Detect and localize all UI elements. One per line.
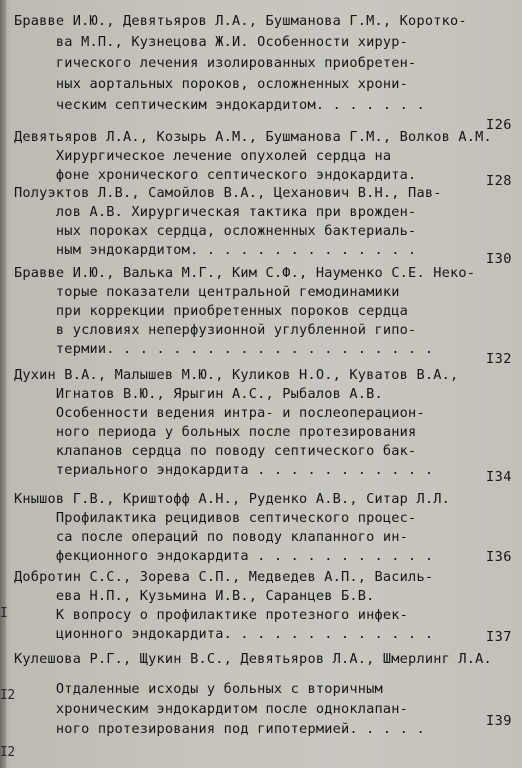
entry-line: клапанов сердца по поводу септического бак- [14,443,417,459]
margin-mark: I2 [0,688,15,703]
entry-line: са после операций по поводу клапанного ин- [14,529,409,545]
page-number: I37 [485,629,512,645]
entry-line: Добротин С.С., Зорева С.П., Медведев А.П., Василь- [14,569,434,585]
entry-line: гического лечения изолированных приобретен- [14,55,417,71]
entry-line: Духин В.А., Малышев М.Ю., Куликов Н.О., Куватов В.А., [14,367,459,383]
page-number: I30 [485,251,512,267]
entry-line: ного протезирования под гипотермией. . . . . [14,721,425,737]
margin-mark: I [0,606,8,621]
entry-line: фекционного эндокардита . . . . . . . . . . . [14,548,434,564]
entry-line: хроническим эндокардитом после одноклапан- [14,701,409,717]
entry-line: лов А.В. Хирургическая тактика при врожден- [14,204,417,220]
entry-line: Особенности ведения интра- и послеоперацион- [14,405,425,421]
entry-line: термии. . . . . . . . . . . . . . . . . . . . [14,341,434,357]
page-number: I26 [485,117,512,133]
entry-line: торые показатели центральной гемодинамики [14,284,400,300]
page-number: I36 [485,549,512,565]
page-number: I32 [485,351,512,367]
page-number: I28 [485,173,512,189]
entry-line: К вопросу о профилактике протезного инфек- [14,607,409,623]
entry-line: Девятьяров Л.А., Козырь А.М., Бушманова Г.М., Волков А.М. [14,129,492,145]
entry-line: ных пороках сердца, осложненных бактериаль- [14,223,417,239]
entry-line: ева Н.П., Кузьмина И.В., Саранцев Б.В. [14,588,375,604]
entry-line: ным эндокардитом. . . . . . . . . . . . . . [14,242,417,258]
entry-line: териального эндокардита . . . . . . . . . . . [14,462,434,478]
entry-line: Отдаленные исходы у больных с вторичным [14,681,383,697]
entry-line: ва М.П., Кузнецова Ж.И. Особенности хирур- [14,34,409,50]
entry-line: Бравве И.Ю., Девятьяров Л.А., Бушманова Г.М., Коротко- [14,13,467,29]
entry-line: Профилактика рецидивов септического процес- [14,510,417,526]
entry-line: ческим септическим эндокардитом. . . . . . . [14,97,425,113]
entry-line: Кнышов Г.В., Криштофф А.Н., Руденко А.В., Ситар Л.Л. [14,491,450,507]
entry-line: Бравве И.Ю., Валька М.Г., Ким С.Ф., Науменко С.Е. Неко- [14,265,476,281]
page-number: I39 [485,713,512,729]
page-gutter-shadow [0,0,6,768]
entry-line: фоне хронического септического эндокардита. [14,167,417,183]
entry-line: в условиях неперфузионной углубленной гипо- [14,322,417,338]
margin-mark: I2 [0,745,15,760]
entry-line: Хирургическое лечение опухолей сердца на [14,148,392,164]
entry-line: Полуэктов Л.В., Самойлов В.А., Цеханович В.Н., Пав- [14,185,442,201]
page-number: I34 [485,469,512,485]
entry-line: при коррекции приобретенных пороков сердца [14,303,409,319]
entry-line: Игнатов В.Ю., Ярыгин А.С., Рыбалов А.В. [14,386,383,402]
entry-line: Кулешова Р.Г., Щукин В.С., Девятьяров Л.А., Шмерлинг Л.А. [14,651,492,667]
entry-line: ного периода у больных после протезирования [14,424,417,440]
entry-line: ционного эндокардита. . . . . . . . . . . . . [14,626,434,642]
entry-line: ных аортальных пороков, осложненных хрони- [14,76,409,92]
